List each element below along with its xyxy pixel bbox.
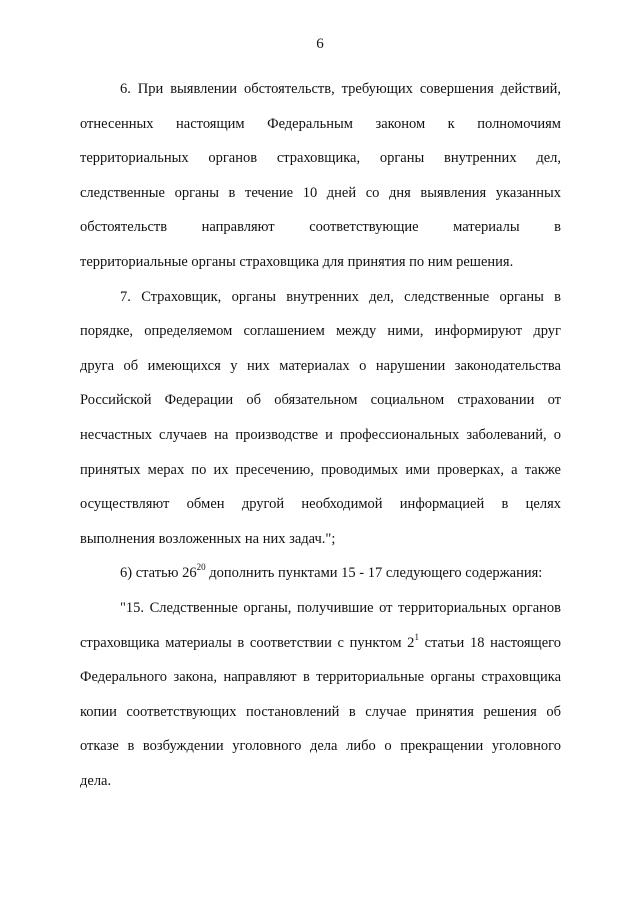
text-fragment: статьи 18 настоящего: [418, 634, 561, 651]
paragraph-7: [80, 280, 561, 557]
paragraph-amendment-26: [80, 556, 561, 591]
superscript: 20: [196, 562, 206, 573]
paragraph-line: территориальные органы страховщика для принятия по ним решения.: [80, 253, 514, 270]
paragraph-15: [80, 591, 561, 799]
paragraph-line: [80, 626, 561, 661]
superscript: 1: [414, 631, 419, 642]
paragraph-line: копии соответствующих постановлений в случае принятия решения об: [80, 703, 561, 720]
paragraph-line: 6. При выявлении обстоятельств, требующих совершения действий,: [120, 81, 561, 97]
paragraph-line: осуществляют обмен другой необходимой информацией в целях: [80, 496, 561, 513]
paragraph-line: территориальных органов страховщика, органы внутренних дел,: [80, 150, 561, 167]
paragraph-line: друга об имеющихся у них материалах о нарушении законодательства: [80, 357, 561, 374]
paragraph-line: выполнения возложенных на них задач.";: [80, 530, 336, 547]
paragraph-line: порядке, определяемом соглашением между ними, информируют друг: [80, 323, 561, 340]
page-number: 6: [316, 36, 324, 52]
paragraph-line: несчастных случаев на производстве и профессиональных заболеваний, о: [80, 426, 561, 443]
text-fragment: дополнить пунктами 15 - 17 следующего содержания:: [205, 565, 543, 582]
paragraph-line: Российской Федерации об обязательном социальном страховании от: [80, 392, 561, 409]
paragraph-line: следственные органы в течение 10 дней со дня выявления указанных: [80, 184, 561, 201]
paragraph-6: [80, 72, 561, 280]
paragraph-line: отнесенных настоящим Федеральным законом к полномочиям: [80, 115, 561, 132]
paragraph-line: дела.: [80, 772, 112, 789]
paragraph-line: 7. Страховщик, органы внутренних дел, следственные органы в: [120, 288, 561, 305]
paragraph-line: принятых мерах по их пресечению, проводимых ими проверках, а также: [80, 461, 561, 478]
paragraph-line: отказе в возбуждении уголовного дела либо о прекращении уголовного: [80, 738, 561, 755]
paragraph-line: [80, 556, 561, 591]
paragraph-line: обстоятельств направляют соответствующие материалы в: [80, 219, 561, 236]
paragraph-line: "15. Следственные органы, получившие от территориальных органов: [120, 599, 561, 616]
document-body: [80, 72, 561, 798]
paragraph-line: Федерального закона, направляют в территориальные органы страховщика: [80, 669, 561, 686]
text-fragment: страховщика материалы в соответствии с пунктом 2: [80, 634, 415, 651]
text-fragment: 6) статью 26: [120, 565, 197, 582]
